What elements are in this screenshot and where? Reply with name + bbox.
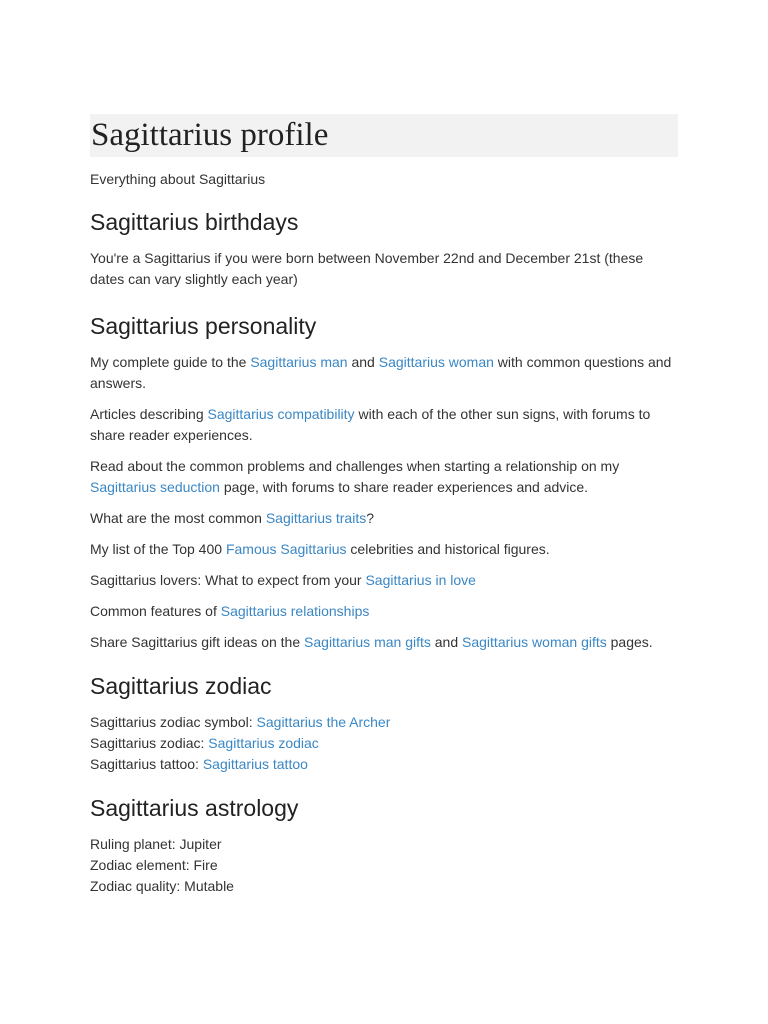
zodiac-section	[90, 671, 678, 775]
zodiac-heading: Sagittarius zodiac	[90, 673, 272, 699]
personality-section	[90, 311, 678, 653]
compatibility-text-before: Articles describing	[90, 406, 208, 422]
page-title: Sagittarius profile	[91, 117, 329, 153]
sagittarius-compatibility-link[interactable]: Sagittarius compatibility	[207, 406, 355, 422]
sagittarius-tattoo-link[interactable]: Sagittarius tattoo	[202, 756, 308, 772]
seduction-text-after: page, with forums to share reader experiences and advice.	[219, 479, 589, 495]
traits-text-before: What are the most common	[90, 510, 266, 526]
guide-text-before: My complete guide to the	[90, 354, 251, 370]
zodiac-symbol-label: Sagittarius zodiac symbol:	[90, 714, 257, 730]
compatibility-paragraph	[90, 404, 678, 446]
sagittarius-traits-link[interactable]: Sagittarius traits	[265, 510, 367, 526]
page-subtitle: Everything about Sagittarius	[90, 171, 266, 187]
sagittarius-relationships-link[interactable]: Sagittarius relationships	[220, 603, 370, 619]
sagittarius-man-gifts-link[interactable]: Sagittarius man gifts	[304, 634, 431, 650]
birthdays-heading: Sagittarius birthdays	[90, 209, 299, 235]
traits-text-after: ?	[366, 510, 375, 526]
birthdays-section	[90, 207, 678, 290]
zodiac-quality: Zodiac quality: Mutable	[90, 878, 234, 894]
guide-paragraph	[90, 352, 678, 394]
guide-text-after: with common questions and answers.	[90, 354, 672, 391]
sagittarius-woman-gifts-link[interactable]: Sagittarius woman gifts	[462, 634, 607, 650]
astrology-heading: Sagittarius astrology	[90, 795, 299, 821]
zodiac-tattoo-line	[90, 754, 678, 775]
zodiac-tattoo-label: Sagittarius tattoo:	[90, 756, 203, 772]
seduction-paragraph	[90, 456, 678, 498]
sagittarius-man-link[interactable]: Sagittarius man	[250, 354, 348, 370]
love-paragraph	[90, 570, 678, 591]
gifts-text-before: Share Sagittarius gift ideas on the	[90, 634, 305, 650]
relationships-text-before: Common features of	[90, 603, 221, 619]
famous-text-before: My list of the Top 400	[90, 541, 226, 557]
sagittarius-seduction-link[interactable]: Sagittarius seduction	[90, 479, 220, 495]
traits-paragraph	[90, 508, 678, 529]
personality-heading: Sagittarius personality	[90, 313, 317, 339]
sagittarius-in-love-link[interactable]: Sagittarius in love	[365, 572, 476, 588]
zodiac-symbol-line	[90, 712, 678, 733]
compatibility-text-after: with each of the other sun signs, with forums to share reader experiences.	[90, 406, 651, 443]
famous-text-after: celebrities and historical figures.	[346, 541, 550, 557]
gifts-text-after: pages.	[606, 634, 653, 650]
astrology-section	[90, 793, 678, 897]
zodiac-label: Sagittarius zodiac:	[90, 735, 209, 751]
relationships-paragraph	[90, 601, 678, 622]
love-text-before: Sagittarius lovers: What to expect from your	[90, 572, 366, 588]
sagittarius-woman-link[interactable]: Sagittarius woman	[378, 354, 494, 370]
guide-text-middle: and	[347, 354, 379, 370]
famous-sagittarius-link[interactable]: Famous Sagittarius	[225, 541, 347, 557]
sagittarius-archer-link[interactable]: Sagittarius the Archer	[256, 714, 391, 730]
gifts-paragraph	[90, 632, 678, 653]
seduction-text-before: Read about the common problems and challenges when starting a relationship on my	[90, 458, 620, 474]
gifts-text-middle: and	[430, 634, 463, 650]
article	[90, 114, 678, 915]
sagittarius-zodiac-link[interactable]: Sagittarius zodiac	[208, 735, 319, 751]
zodiac-line	[90, 733, 678, 754]
famous-paragraph	[90, 539, 678, 560]
title-bar	[90, 114, 678, 157]
zodiac-element: Zodiac element: Fire	[90, 857, 218, 873]
birthdays-text: You're a Sagittarius if you were born between November 22nd and December 21st (these dates can vary slightly each year)	[90, 250, 644, 287]
ruling-planet: Ruling planet: Jupiter	[90, 836, 222, 852]
